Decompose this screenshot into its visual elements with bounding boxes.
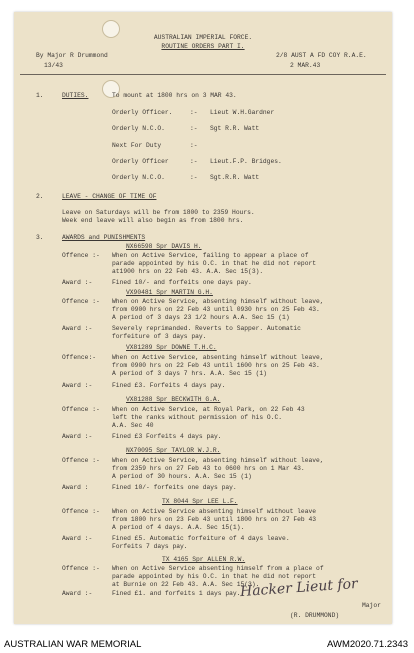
- offence-line: When on Active Service, absenting himself without leave,: [112, 298, 324, 305]
- duty-name: Sgt.R.R. Watt: [210, 174, 260, 181]
- award-label: Award :-: [62, 590, 93, 597]
- duties-intro: To mount at 1800 hrs on 3 MAR 43.: [112, 92, 237, 99]
- offence-line: A period of 4 days. A.A. Sec 15(1).: [112, 524, 245, 531]
- offence-line: from 1800 hrs on 23 Feb 43 until 1800 hrs on 27 Feb 43: [112, 516, 317, 523]
- soldier-name: TX 4165 Spr ALLEN R.W.: [162, 556, 246, 563]
- offence-line: from 2359 hrs on 27 Feb 43 to 0600 hrs on 1 Mar 43.: [112, 465, 305, 472]
- duty-name: Sgt R.R. Watt: [210, 125, 260, 132]
- award-label: Award :-: [62, 325, 93, 332]
- offence-line: A period of 3 days 7 hrs. A.A. Sec 15 (1): [112, 370, 267, 377]
- offence-label: Offence :-: [62, 508, 100, 515]
- award-label: Award :-: [62, 433, 93, 440]
- offence-line: When on Active Service, absenting himself without leave,: [112, 457, 324, 464]
- duty-sep: :-: [190, 158, 198, 165]
- offence-label: Offence :-: [62, 298, 100, 305]
- offence-line: from 0900 hrs on 22 Feb 43 until 0930 hrs on 25 Feb 43.: [112, 306, 320, 313]
- handwritten-signature: Hacker Lieut for: [239, 575, 359, 601]
- offence-label: Offence:-: [62, 354, 97, 361]
- award-label: Award :-: [62, 382, 93, 389]
- offence-label: Offence :-: [62, 565, 100, 572]
- signature-name: (R. DRUMMOND): [290, 612, 340, 619]
- doc-author: By Major R Drummond: [36, 52, 108, 59]
- award-line: Fined £3. Forfeits 4 days pay.: [112, 382, 226, 389]
- duties-title: DUTIES.: [62, 92, 89, 99]
- soldier-name: NX70095 Spr TAYLOR W.J.R.: [126, 447, 221, 454]
- award-line: Severely reprimanded. Reverts to Sapper. Automatic: [112, 325, 301, 332]
- leave-number: 2.: [36, 193, 44, 200]
- award-line: Fined £5. Automatic forfeiture of 4 days leave.: [112, 535, 290, 542]
- offence-line: A period of 3 days 23 1/2 hours A.A. Sec 15 (1): [112, 314, 290, 321]
- offence-label: Offence :-: [62, 406, 100, 413]
- offence-line: parade appointed by his O.C. in that he did not report: [112, 260, 317, 267]
- award-line: Fined £3 Forfeits 4 days pay.: [112, 433, 222, 440]
- offence-line: When on Active Service absenting himself without leave: [112, 508, 317, 515]
- offence-label: Offence :-: [62, 252, 100, 259]
- offence-line: parade appointed by his O.C. in that he did not report: [112, 573, 317, 580]
- archive-footer: [0, 636, 414, 653]
- offence-line: A.A. Sec 40: [112, 422, 154, 429]
- soldier-name: VX90481 Spr MARTIN G.H.: [126, 289, 213, 296]
- award-label: Award :-: [62, 535, 93, 542]
- doc-title-line1: AUSTRALIAN IMPERIAL FORCE.: [153, 34, 253, 41]
- offence-line: A period of 30 hours. A.A. Sec 15 (1): [112, 473, 252, 480]
- duty-sep: :-: [190, 125, 198, 132]
- offence-line: When on Active Service, absenting himself without leave,: [112, 354, 324, 361]
- doc-unit: 2/8 AUST A FD COY R.A.E.: [276, 52, 367, 59]
- offence-line: left the ranks without permission of his O.C.: [112, 414, 283, 421]
- soldier-name: VX81288 Spr BECKWITH G.A.: [126, 396, 221, 403]
- duty-role: Orderly N.C.O.: [112, 174, 165, 181]
- archive-name: AUSTRALIAN WAR MEMORIAL: [4, 639, 142, 650]
- doc-title-line2: ROUTINE ORDERS PART I.: [161, 43, 245, 50]
- award-line: Forfeits 7 days pay.: [112, 543, 188, 550]
- archive-id: AWM2020.71.2343: [327, 639, 408, 650]
- duty-role: Orderly Officer.: [112, 109, 173, 116]
- award-line: Fined 10/- forfeits one days pay.: [112, 484, 237, 491]
- doc-date: 2 MAR.43: [290, 62, 321, 69]
- duty-role: Next For Duty: [112, 142, 162, 149]
- awards-title: AWARDS and PUNISHMENTS: [62, 234, 146, 241]
- offence-line: When on Active Service absenting himself from a place of: [112, 565, 324, 572]
- soldier-name: VX81289 Spr DOWNE T.H.C.: [126, 344, 217, 351]
- duty-role: Orderly N.C.O.: [112, 125, 165, 132]
- award-label: Award :-: [62, 279, 93, 286]
- soldier-name: TX 8044 Spr LEE L.F.: [162, 498, 238, 505]
- document-page: [14, 12, 392, 624]
- award-line: Fined 10/- and forfeits one days pay.: [112, 279, 252, 286]
- awards-number: 3.: [36, 234, 44, 241]
- offence-line: from 0900 hrs on 22 Feb 43 until 1600 hrs on 25 Feb 43.: [112, 362, 320, 369]
- offence-line: at Burnie on 22 Feb 43. A.A. Sec 15(3).: [112, 581, 260, 588]
- offence-label: Offence :-: [62, 457, 100, 464]
- duty-role: Orderly Officer: [112, 158, 169, 165]
- duty-sep: :-: [190, 109, 198, 116]
- leave-line: Week end leave will also begin as from 1800 hrs.: [62, 217, 244, 224]
- award-line: Fined £1. and forfeits 1 days pay.: [112, 590, 241, 597]
- duty-name: Lieut W.H.Gardner: [210, 109, 275, 116]
- award-label: Award :: [62, 484, 89, 491]
- offence-line: When on Active Service, at Royal Park, on 22 Feb 43: [112, 406, 305, 413]
- soldier-name: NX66598 Spr DAVIS H.: [126, 243, 202, 250]
- offence-line: When on Active Service, failing to appear a place of: [112, 252, 309, 259]
- offence-line: at1900 hrs on 22 Feb 43. A.A. Sec 15(3).: [112, 268, 264, 275]
- signature-rank: Major: [362, 602, 381, 609]
- leave-title: LEAVE - CHANGE OF TIME OF: [62, 193, 157, 200]
- leave-line: Leave on Saturdays will be from 1800 to 2359 Hours.: [62, 209, 255, 216]
- doc-ref: 13/43: [44, 62, 63, 69]
- duty-name: Lieut.F.P. Bridges.: [210, 158, 282, 165]
- duty-sep: :-: [190, 174, 198, 181]
- duties-number: 1.: [36, 92, 44, 99]
- duty-sep: :-: [190, 142, 198, 149]
- award-line: forfeiture of 3 days pay.: [112, 333, 207, 340]
- header-divider: [20, 74, 386, 75]
